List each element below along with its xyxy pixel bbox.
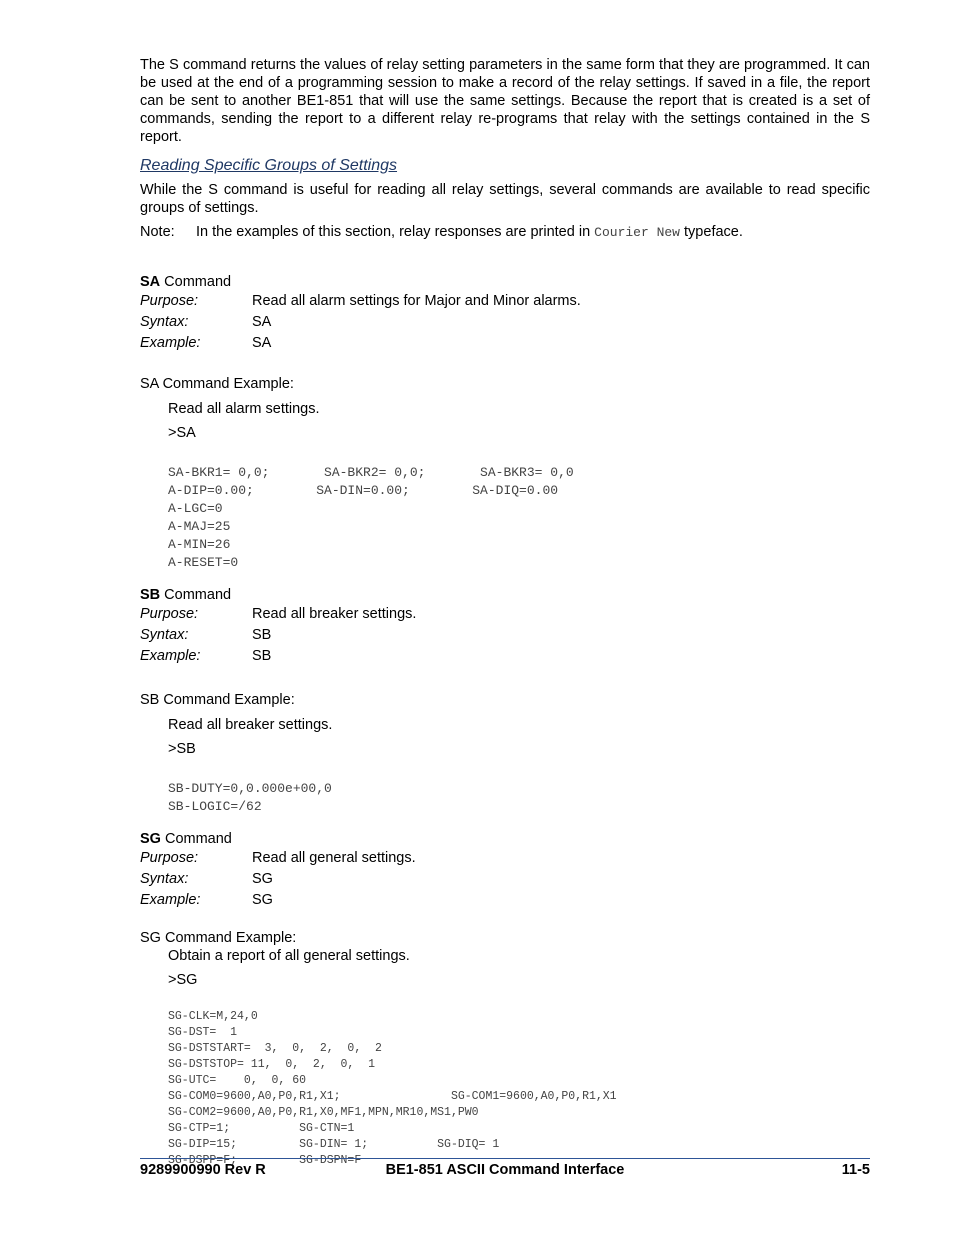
sa-heading-rest: Command [160, 274, 232, 290]
note [140, 223, 870, 242]
code-line: SG-DSTSTOP= 11, 0, 2, 0, 1 [168, 1058, 376, 1071]
sa-purpose-label: Purpose: [140, 293, 199, 309]
sb-heading-bold: SB [140, 587, 161, 603]
sg-heading-rest: Command [160, 831, 232, 847]
sb-example-title: SB Command Example: [140, 692, 295, 708]
page-footer [140, 1158, 870, 1179]
sa-syntax: SA [252, 314, 272, 330]
sg-example: SG [252, 892, 273, 908]
sg-syntax-row [140, 869, 870, 890]
page-body [140, 56, 870, 1169]
sg-example-row [140, 890, 870, 911]
sa-example-title: SA Command Example: [140, 376, 294, 392]
sa-prompt: >SA [168, 425, 196, 441]
code-line: SG-DST= 1 [168, 1026, 238, 1039]
sg-syntax: SG [252, 871, 273, 887]
sa-syntax-label: Syntax: [140, 314, 189, 330]
code-line: A-RESET=0 [168, 555, 239, 570]
sb-example-row [140, 646, 870, 667]
sg-heading-bold: SG [140, 831, 161, 847]
sb-example: SB [252, 648, 272, 664]
footer-page-number: 11-5 [841, 1162, 870, 1178]
section-subheading: Reading Specific Groups of Settings [140, 157, 398, 174]
note-font-name: Courier New [594, 225, 680, 240]
sg-purpose: Read all general settings. [252, 850, 416, 866]
sg-output [168, 993, 870, 1169]
sa-output [168, 446, 870, 572]
footer-title: BE1-851 ASCII Command Interface [385, 1162, 625, 1178]
sa-heading-bold: SA [140, 274, 161, 290]
code-line: SG-DIP=15; SG-DIN= 1; SG-DIQ= 1 [168, 1138, 500, 1151]
code-line: SB-LOGIC=/62 [168, 799, 262, 814]
code-line: SG-DSPP=F; SG-DSPN=F [168, 1154, 362, 1167]
sg-example-title: SG Command Example: [140, 930, 297, 946]
code-line: SA-BKR1= 0,0; SA-BKR2= 0,0; SA-BKR3= 0,0 [168, 465, 574, 480]
sb-command-heading [140, 586, 870, 604]
sb-example-label: Example: [140, 648, 201, 664]
sb-purpose-row [140, 604, 870, 625]
code-line: A-LGC=0 [168, 501, 223, 516]
sb-example-desc: Read all breaker settings. [168, 717, 333, 733]
note-text-before: In the examples of this section, relay responses are printed in [196, 224, 591, 240]
sg-example-label: Example: [140, 892, 201, 908]
code-line: A-DIP=0.00; SA-DIN=0.00; SA-DIQ=0.00 [168, 483, 559, 498]
intro-paragraph: The S command returns the values of relay setting parameters in the same form that they are programmed. It can be used at the end of a programming session to make a record of the relay settings. If saved in a file, the report can be sent to another BE1-851 that will use the same settings. Because the report that is created is a set of commands, sending the report to a different relay re-programs that relay with the settings contained in the S report. [140, 57, 870, 145]
sb-syntax-row [140, 625, 870, 646]
sg-command-heading [140, 830, 870, 848]
sg-syntax-label: Syntax: [140, 871, 189, 887]
note-text [196, 223, 743, 242]
sb-prompt: >SB [168, 741, 196, 757]
sa-command-heading [140, 273, 870, 291]
code-line: SG-CLK=M,24,0 [168, 1010, 258, 1023]
sb-purpose-label: Purpose: [140, 606, 199, 622]
sa-example-label: Example: [140, 335, 201, 351]
code-line: SG-UTC= 0, 0, 60 [168, 1074, 307, 1087]
sa-example-row [140, 333, 870, 354]
sa-purpose: Read all alarm settings for Major and Minor alarms. [252, 293, 581, 309]
sb-syntax-label: Syntax: [140, 627, 189, 643]
sa-syntax-row [140, 312, 870, 333]
sb-syntax: SB [252, 627, 272, 643]
sb-purpose: Read all breaker settings. [252, 606, 417, 622]
sg-purpose-row [140, 848, 870, 869]
sb-heading-rest: Command [160, 587, 232, 603]
sg-prompt: >SG [168, 972, 198, 988]
sg-example-desc: Obtain a report of all general settings. [168, 948, 410, 964]
code-line: SG-COM2=9600,A0,P0,R1,X0,MF1,MPN,MR10,MS1,PW0 [168, 1106, 479, 1119]
code-line: SG-DSTSTART= 3, 0, 2, 0, 2 [168, 1042, 382, 1055]
note-label: Note: [140, 224, 175, 240]
note-text-after: typeface. [684, 224, 743, 240]
code-line: SB-DUTY=0,0.000e+00,0 [168, 781, 332, 796]
code-line: SG-COM0=9600,A0,P0,R1,X1; SG-COM1=9600,A0,P0,R1,X1 [168, 1090, 617, 1103]
code-line: A-MAJ=25 [168, 519, 231, 534]
sa-example-desc: Read all alarm settings. [168, 401, 320, 417]
code-line: SG-CTP=1; SG-CTN=1 [168, 1122, 355, 1135]
sg-purpose-label: Purpose: [140, 850, 199, 866]
code-line: A-MIN=26 [168, 537, 231, 552]
sa-purpose-row [140, 291, 870, 312]
footer-doc-number: 9289900990 Rev R [140, 1162, 266, 1178]
sb-output [168, 762, 870, 816]
groups-paragraph: While the S command is useful for reading all relay settings, several commands are available to read specific groups of settings. [140, 182, 870, 216]
sa-example: SA [252, 335, 272, 351]
